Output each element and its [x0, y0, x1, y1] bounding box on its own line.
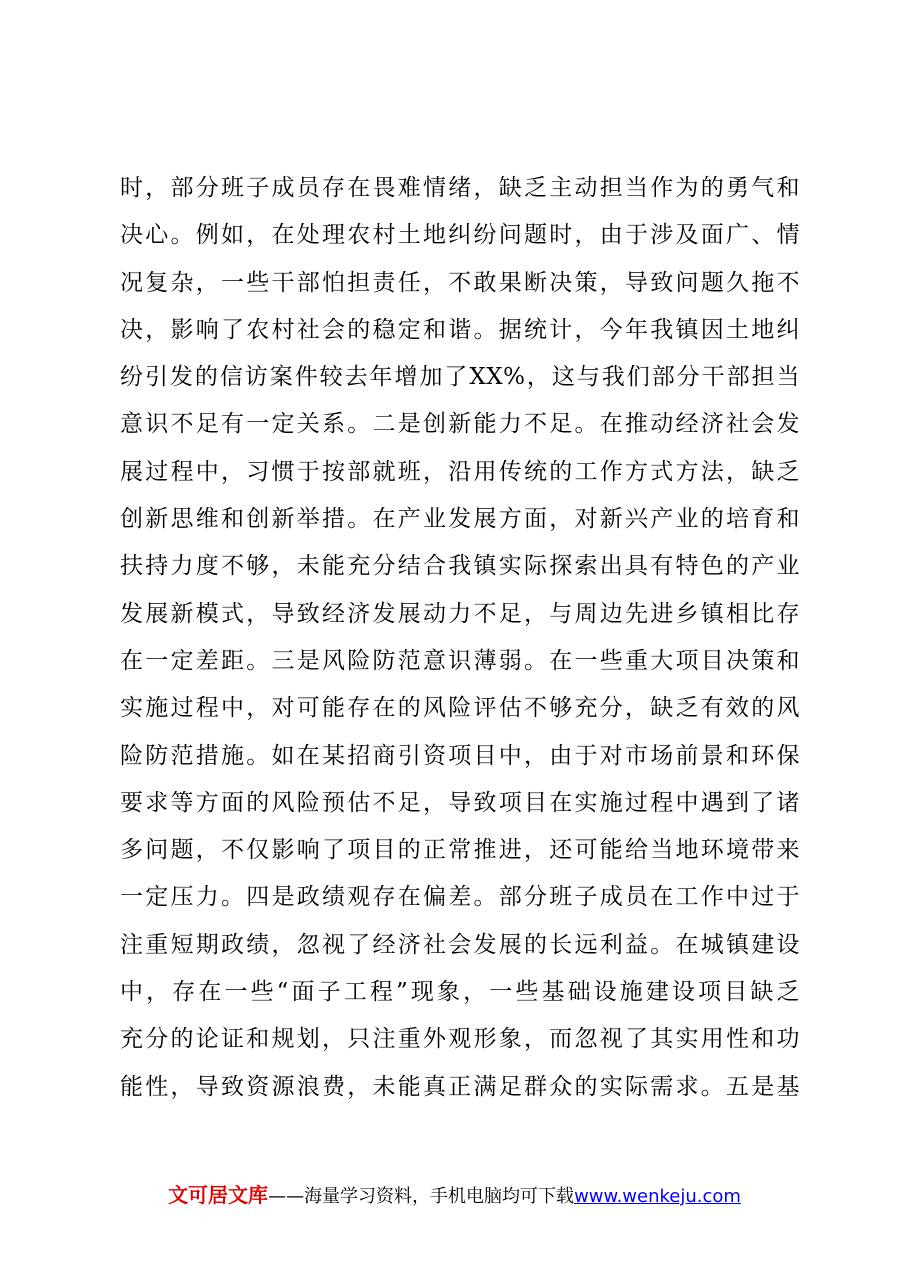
- text-line-19: 充分的论证和规划，只注重外观形象，而忽视了其实用性和功: [120, 1026, 800, 1053]
- text-line-14: 要求等方面的风险预估不足，导致项目在实施过程中遇到了诸: [120, 789, 800, 816]
- text-line-16: 一定压力。四是政绩观存在偏差。部分班子成员在工作中过于: [120, 884, 800, 911]
- text-line-20: 能性，导致资源浪费，未能真正满足群众的实际需求。五是基: [120, 1073, 800, 1100]
- text-line-11: 在一定差距。三是风险防范意识薄弱。在一些重大项目决策和: [120, 647, 800, 674]
- text-line-8: 创新思维和创新举措。在产业发展方面，对新兴产业的培育和: [120, 506, 800, 533]
- text-line-7: 展过程中，习惯于按部就班，沿用传统的工作方式方法，缺乏: [120, 458, 800, 485]
- text-line-17: 注重短期政绩，忽视了经济社会发展的长远利益。在城镇建设: [120, 931, 800, 958]
- text-line-12: 实施过程中，对可能存在的风险评估不够充分，缺乏有效的风: [120, 695, 800, 722]
- text-line-13: 险防范措施。如在某招商引资项目中，由于对市场前景和环保: [120, 742, 800, 769]
- text-line-4: 决，影响了农村社会的稳定和谐。据统计，今年我镇因土地纠: [120, 316, 800, 343]
- footer-brand: 文可居文库: [168, 1183, 269, 1207]
- text-line-18: 中，存在一些“面子工程”现象，一些基础设施建设项目缺乏: [120, 979, 800, 1006]
- text-line-5: 纷引发的信访案件较去年增加了XX%，这与我们部分干部担当: [120, 364, 800, 391]
- text-line-15: 多问题，不仅影响了项目的正常推进，还可能给当地环境带来: [120, 837, 800, 864]
- text-line-3: 况复杂，一些干部怕担责任，不敢果断决策，导致问题久拖不: [120, 269, 800, 296]
- footer-tagline: ——海量学习资料，手机电脑均可下载: [268, 1186, 575, 1207]
- text-line-1: 时，部分班子成员存在畏难情绪，缺乏主动担当作为的勇气和: [120, 175, 800, 201]
- body-paragraph: [120, 165, 800, 1111]
- text-line-9: 扶持力度不够，未能充分结合我镇实际探索出具有特色的产业: [120, 553, 800, 580]
- text-line-10: 发展新模式，导致经济发展动力不足，与周边先进乡镇相比存: [120, 600, 800, 627]
- text-line-6: 意识不足有一定关系。二是创新能力不足。在推动经济社会发: [120, 411, 800, 438]
- footer-website-link[interactable]: www.wenkeju.com: [574, 1186, 741, 1207]
- text-line-2: 决心。例如，在处理农村土地纠纷问题时，由于涉及面广、情: [120, 222, 800, 249]
- footer-banner: [0, 1180, 909, 1212]
